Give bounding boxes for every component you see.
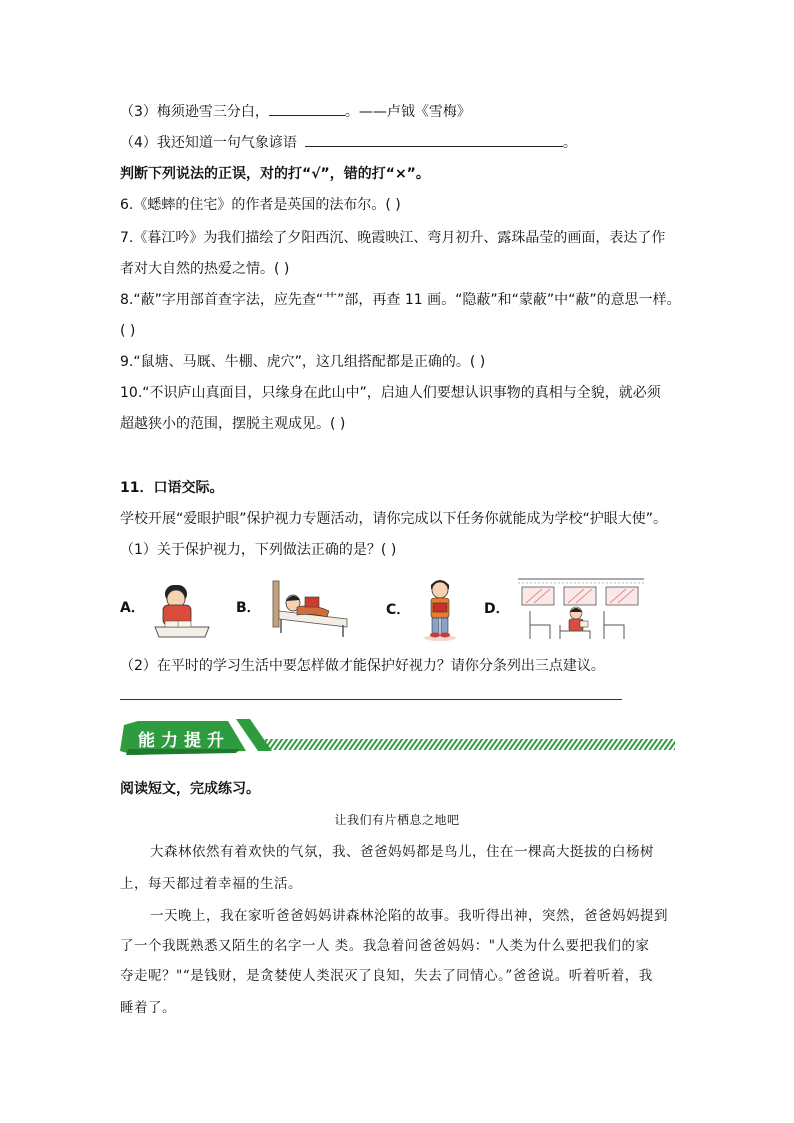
boy-reading-on-train-icon — [516, 575, 646, 641]
boy-walking-reading-icon — [416, 575, 464, 643]
question-9: 9.“鼠塘、马厩、牛棚、虎穴”，这几组搭配都是正确的。( ) — [120, 354, 486, 370]
answer-line[interactable] — [120, 699, 622, 700]
passage-title: 让我们有片栖息之地吧 — [334, 813, 460, 827]
option-c[interactable] — [386, 575, 464, 643]
option-a[interactable] — [120, 575, 213, 639]
question-3-text: （3）梅须逊雪三分白， — [120, 104, 269, 120]
passage-p1-line-1: 大森林依然有着欢快的气氛，我、爸爸妈妈都是鸟儿，住在一棵高大挺拔的白杨树 — [150, 844, 654, 860]
question-11-2: （2）在平时的学习生活中要怎样做才能保护好视力？请你分条列出三点建议。 — [120, 658, 605, 674]
question-3 — [120, 101, 471, 122]
question-8-line-1: 8.“蔽”字用部首查字法，应先查“艹”部，再查 11 画。“隐蔽”和“蒙蔽”中“蔽”的意思一样。 — [120, 292, 681, 308]
option-d-label: D． — [484, 601, 510, 617]
question-11-1: （1）关于保护视力，下列做法正确的是？( ) — [120, 542, 397, 558]
question-7-line-1: 7.《暮江吟》为我们描绘了夕阳西沉、晚霞映江、弯月初升、露珠晶莹的画面，表达了作 — [120, 230, 666, 246]
boy-reading-in-bed-icon — [267, 575, 353, 639]
question-10-line-1: 10.“不识庐山真面目，只缘身在此山中”，启迪人们要想认识事物的真相与全貌，就必须 — [120, 385, 661, 401]
question-8-line-2: ( ) — [120, 323, 136, 339]
option-b-label: B． — [236, 600, 261, 616]
question-3-source: 。——卢钺《雪梅》 — [344, 104, 471, 120]
judge-instruction: 判断下列说法的正误，对的打“√”，错的打“×”。 — [120, 166, 430, 182]
option-c-label: C． — [386, 602, 411, 618]
option-b[interactable] — [236, 575, 353, 639]
option-a-label: A． — [120, 600, 145, 616]
question-7-line-2: 者对大自然的热爱之情。( ) — [120, 261, 290, 277]
reading-instruction: 阅读短文，完成练习。 — [120, 781, 260, 797]
question-11-intro: 学校开展“爱眼护眼”保护视力专题活动，请你完成以下任务你就能成为学校“护眼大使”。 — [120, 511, 668, 527]
passage-p2-line-1: 一天晚上，我在家听爸爸妈妈讲森林沦陷的故事。我听得出神，突然，爸爸妈妈提到 — [150, 908, 668, 924]
option-d[interactable] — [484, 575, 646, 641]
question-3-blank[interactable] — [269, 101, 345, 116]
passage-p1-line-2: 上，每天都过着幸福的生活。 — [120, 876, 302, 892]
passage-p2-line-4: 睡着了。 — [120, 1000, 176, 1016]
question-11-title: 11．口语交际。 — [120, 480, 224, 496]
question-4 — [120, 132, 577, 153]
passage-p2-line-2: 了一个我既熟悉又陌生的名字一人 类。我急着问爸爸妈妈："人类为什么要把我们的家 — [120, 938, 650, 954]
question-6: 6.《蟋蟀的住宅》的作者是英国的法布尔。( ) — [120, 197, 401, 213]
passage-p2-line-3: 夺走呢？"“是钱财，是贪婪使人类泯灭了良知，失去了同情心。”爸爸说。听着听着，我 — [120, 968, 653, 984]
question-4-text: （4）我还知道一句气象谚语 — [120, 135, 297, 151]
question-4-blank[interactable] — [305, 132, 563, 147]
question-4-end: 。 — [562, 135, 577, 151]
section-banner-title: 能力提升 — [138, 731, 230, 751]
boy-reading-at-desk-icon — [151, 575, 213, 639]
question-10-line-2: 超越狭小的范围，摆脱主观成见。( ) — [120, 416, 346, 432]
